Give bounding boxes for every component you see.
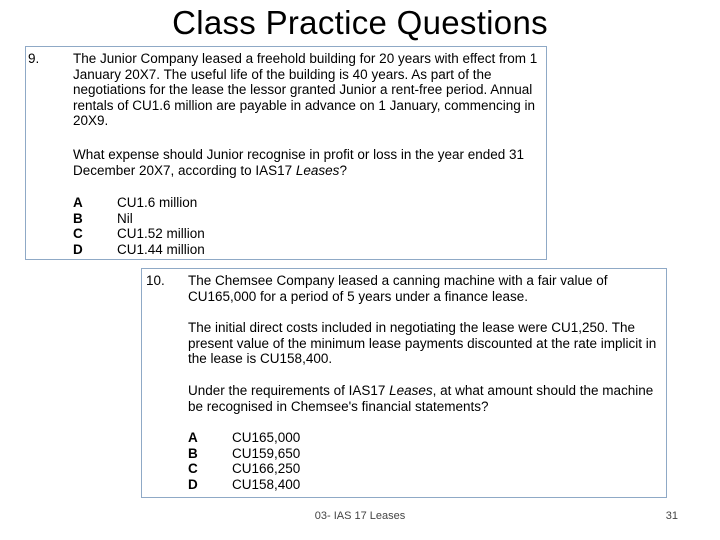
question-prompt [73,147,543,178]
question-prompt-emphasis: Leases [389,383,433,398]
option-letter: A [73,195,83,210]
question-prompt-prefix: What expense should Junior recognise in profit or loss in the year ended 31 December 20X7, according to IAS17 [73,147,525,178]
question-prompt-suffix: ? [339,162,347,178]
answer-option-d [73,242,205,258]
answer-option-b [188,446,300,462]
question-number: 9. [28,51,40,66]
option-text: Nil [117,210,133,226]
question-prompt-prefix: Under the requirements of IAS17 [188,383,390,398]
question-scenario: The Chemsee Company leased a canning machine with a fair value of CU165,000 for a period of 5 years under a finance lease. [188,273,608,304]
page-number: 31 [665,510,678,522]
option-letter: D [188,476,198,492]
option-letter: A [188,430,198,445]
question-9-box [25,46,547,260]
answer-option-c [188,461,300,477]
question-prompt [188,383,658,414]
option-text: CU159,650 [232,445,301,461]
question-scenario: The Junior Company leased a freehold building for 20 years with effect from 1 January 20X7. The useful life of the building is 40 years. As part of the negotiations for the lease the lessor granted Junior a rent-free period. Annual rentals of CU1.6 million are payable in advance on 1 January, commencing in 20X9. [73,51,538,129]
option-text: CU1.52 million [117,226,205,242]
answer-options [188,430,300,492]
option-letter: B [73,210,83,226]
option-letter: C [188,461,198,477]
answer-option-b [73,211,205,227]
option-letter: B [188,445,198,461]
slide-title: Class Practice Questions [172,4,548,41]
answer-option-a [188,430,300,446]
question-number: 10. [146,273,165,288]
answer-option-d [188,477,300,493]
question-prompt-suffix: , at what amount should the machine be recognised in Chemsee's financial statements? [188,383,654,414]
option-text: CU165,000 [232,430,301,445]
option-text: CU1.6 million [117,195,198,210]
answer-option-a [73,195,205,211]
answer-options [73,195,205,257]
option-text: CU158,400 [232,476,301,492]
option-letter: D [73,241,83,257]
slide-footer: 03- IAS 17 Leases [314,510,406,522]
answer-option-c [73,226,205,242]
option-text: CU166,250 [232,461,301,477]
question-costs: The initial direct costs included in negotiating the lease were CU1,250. The present value of the minimum lease payments discounted at the rate implicit in the lease is CU158,400. [188,320,657,367]
option-letter: C [73,226,83,242]
question-prompt-emphasis: Leases [295,162,340,178]
option-text: CU1.44 million [117,241,205,257]
question-10-box [141,268,667,498]
